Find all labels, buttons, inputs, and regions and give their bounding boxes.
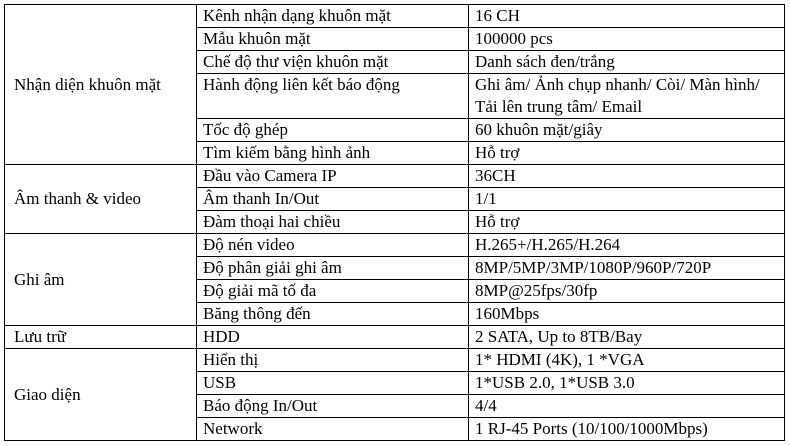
spec-label: Độ giải mã tố đa [197, 280, 469, 303]
spec-value: 160Mbps [469, 303, 785, 326]
table-row [5, 326, 785, 349]
spec-value: 1* HDMI (4K), 1 *VGA [469, 349, 785, 372]
spec-label: Hiển thị [197, 349, 469, 372]
category-cell: Âm thanh & video [5, 165, 197, 234]
category-cell: Lưu trữ [5, 326, 197, 349]
spec-value: 60 khuôn mặt/giây [469, 119, 785, 142]
spec-table [4, 4, 785, 441]
spec-value: Ghi âm/ Ảnh chụp nhanh/ Còi/ Màn hình/ Tải lên trung tâm/ Email [469, 74, 785, 119]
table-row [5, 165, 785, 188]
table-row [5, 349, 785, 372]
table-row [5, 234, 785, 257]
spec-label: Âm thanh In/Out [197, 188, 469, 211]
spec-label: Đàm thoại hai chiều [197, 211, 469, 234]
spec-label: Network [197, 418, 469, 441]
spec-value: 4/4 [469, 395, 785, 418]
category-cell: Nhận diện khuôn mặt [5, 5, 197, 165]
spec-value: Hỗ trợ [469, 142, 785, 165]
spec-value: 1 RJ-45 Ports (10/100/1000Mbps) [469, 418, 785, 441]
spec-value: 1/1 [469, 188, 785, 211]
spec-value: Hỗ trợ [469, 211, 785, 234]
spec-label: Mẫu khuôn mặt [197, 28, 469, 51]
spec-value: H.265+/H.265/H.264 [469, 234, 785, 257]
spec-label: Tốc độ ghép [197, 119, 469, 142]
category-cell: Ghi âm [5, 234, 197, 326]
category-cell: Giao diện [5, 349, 197, 441]
spec-value: 16 CH [469, 5, 785, 28]
spec-value: 36CH [469, 165, 785, 188]
spec-value: 8MP@25fps/30fp [469, 280, 785, 303]
spec-value: Danh sách đen/trắng [469, 51, 785, 74]
spec-label: Kênh nhận dạng khuôn mặt [197, 5, 469, 28]
spec-value: 2 SATA, Up to 8TB/Bay [469, 326, 785, 349]
spec-label: Hành động liên kết báo động [197, 74, 469, 119]
spec-label: HDD [197, 326, 469, 349]
table-row [5, 5, 785, 28]
spec-label: Băng thông đến [197, 303, 469, 326]
spec-label: Đầu vào Camera IP [197, 165, 469, 188]
spec-label: Báo động In/Out [197, 395, 469, 418]
spec-label: USB [197, 372, 469, 395]
spec-value: 8MP/5MP/3MP/1080P/960P/720P [469, 257, 785, 280]
spec-label: Độ phân giải ghi âm [197, 257, 469, 280]
spec-label: Chế độ thư viện khuôn mặt [197, 51, 469, 74]
spec-value: 1*USB 2.0, 1*USB 3.0 [469, 372, 785, 395]
spec-label: Tìm kiếm bằng hình ảnh [197, 142, 469, 165]
spec-value: 100000 pcs [469, 28, 785, 51]
spec-label: Độ nén video [197, 234, 469, 257]
